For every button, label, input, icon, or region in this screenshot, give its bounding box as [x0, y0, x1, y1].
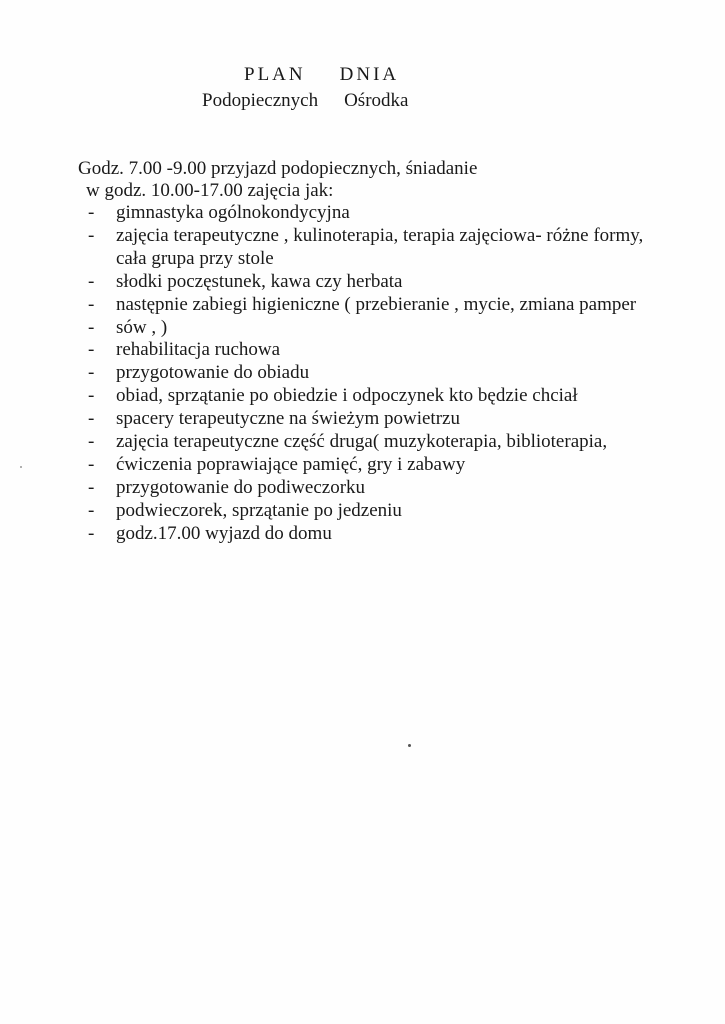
title-word-dnia: DNIA: [339, 64, 400, 85]
list-item: [86, 523, 686, 546]
list-item-continuation: cała grupa przy stole: [116, 247, 274, 269]
list-item-text: przygotowanie do obiadu: [116, 362, 310, 384]
list-item: [86, 454, 686, 477]
list-item-text: obiad, sprzątanie po obiedzie i odpoczynek kto będzie chciał: [116, 385, 578, 407]
list-item: [86, 339, 686, 362]
list-item: [86, 500, 686, 523]
list-item: [86, 225, 686, 271]
list-item-text: słodki poczęstunek, kawa czy herbata: [116, 270, 403, 292]
list-item: [86, 477, 686, 500]
bullet-dash: -: [88, 453, 95, 475]
title-word-plan: PLAN: [244, 64, 306, 85]
bullet-dash: -: [88, 293, 95, 315]
list-item-text: sów , ): [116, 316, 168, 338]
bullet-dash: -: [88, 408, 95, 430]
bullet-dash: -: [88, 202, 95, 223]
bullet-dash: -: [88, 385, 95, 407]
title-word-osrodka: Ośrodka: [344, 90, 409, 111]
bullet-dash: -: [88, 270, 95, 292]
list-item-text: następnie zabiegi higieniczne ( przebieranie , mycie, zmiana pamper: [116, 293, 637, 315]
list-item: [86, 271, 686, 294]
bullet-dash: -: [88, 224, 95, 246]
list-item: [86, 294, 686, 317]
scan-speck: [20, 466, 22, 468]
list-item-text: rehabilitacja ruchowa: [116, 339, 281, 361]
intro-line-1: Godz. 7.00 -9.00 przyjazd podopiecznych, śniadanie: [78, 158, 478, 179]
list-item-text: gimnastyka ogólnokondycyjna: [116, 202, 350, 223]
bullet-dash: -: [88, 362, 95, 384]
bullet-dash: -: [88, 476, 95, 498]
list-item-text: podwieczorek, sprzątanie po jedzeniu: [116, 499, 402, 521]
title-line-2: [202, 90, 408, 112]
bullet-dash: -: [88, 431, 95, 453]
title-word-podopiecznych: Podopiecznych: [202, 90, 319, 111]
bullet-dash: -: [88, 339, 95, 361]
list-item: [86, 202, 686, 225]
bullet-dash: -: [88, 499, 95, 521]
intro-line-2: w godz. 10.00-17.00 zajęcia jak:: [86, 180, 334, 201]
list-item-text: ćwiczenia poprawiające pamięć, gry i zabawy: [116, 453, 466, 475]
list-item-text: zajęcia terapeutyczne , kulinoterapia, terapia zajęciowa- różne formy,: [116, 224, 644, 246]
list-item: [86, 385, 686, 408]
list-item-text: zajęcia terapeutyczne część druga( muzykoterapia, biblioterapia,: [116, 431, 608, 453]
bullet-dash: -: [88, 522, 95, 544]
list-item-text: spacery terapeutyczne na świeżym powietrzu: [116, 408, 460, 430]
scan-speck: [408, 744, 411, 747]
list-item-text: godz.17.00 wyjazd do domu: [116, 522, 332, 544]
list-item-text: przygotowanie do podiweczorku: [116, 476, 366, 498]
list-item: [86, 362, 686, 385]
list-item: [86, 431, 686, 454]
list-item: [86, 317, 686, 340]
bullet-dash: -: [88, 316, 95, 338]
title-line-1: [244, 64, 399, 86]
list-item: [86, 408, 686, 431]
schedule-list: [86, 202, 686, 546]
